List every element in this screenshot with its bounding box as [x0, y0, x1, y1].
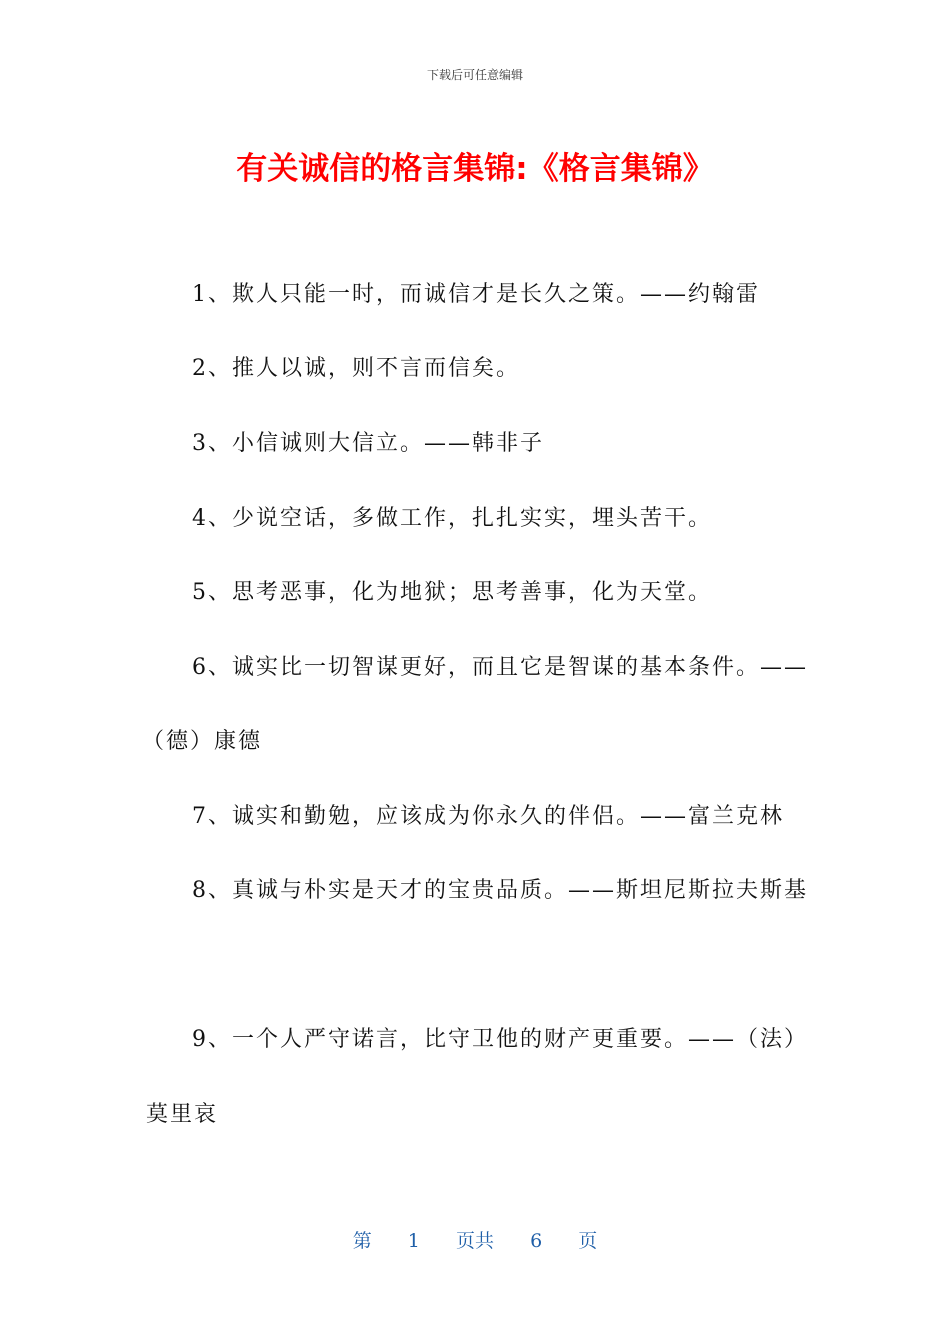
footer-page-suffix: 页: [578, 1230, 598, 1252]
page-footer: [0, 1226, 950, 1253]
quote-line-6-continued: （德）康德: [142, 729, 263, 754]
quote-line-7: 7、诚实和勤勉，应该成为你永久的伴侣。——富兰克林: [192, 804, 784, 829]
quote-line-8: 8、真诚与朴实是天才的宝贵品质。——斯坦尼斯拉夫斯基: [192, 878, 808, 903]
footer-page-mid: 页共: [455, 1230, 494, 1252]
quote-line-6: 6、诚实比一切智谋更好，而且它是智谋的基本条件。——: [192, 655, 808, 680]
quote-line-3: 3、小信诚则大信立。——韩非子: [192, 431, 544, 456]
quote-line-1: 1、欺人只能一时，而诚信才是长久之策。——约翰雷: [192, 282, 760, 307]
document-title: 有关诚信的格言集锦:《格言集锦》: [236, 151, 714, 187]
quote-line-4: 4、少说空话，多做工作，扎扎实实，埋头苦干。: [192, 506, 712, 531]
quote-line-9: 9、一个人严守诺言，比守卫他的财产更重要。——（法）: [192, 1027, 808, 1052]
quote-line-2: 2、推人以诚，则不言而信矣。: [192, 356, 520, 381]
footer-page-current: 1: [407, 1230, 420, 1252]
footer-page-prefix: 第: [352, 1230, 372, 1252]
quote-line-5: 5、思考恶事，化为地狱；思考善事，化为天堂。: [192, 580, 712, 605]
footer-page-total: 6: [530, 1230, 543, 1252]
header-note: 下载后可任意编辑: [426, 68, 523, 82]
quote-line-9-continued: 莫里哀: [146, 1102, 219, 1127]
